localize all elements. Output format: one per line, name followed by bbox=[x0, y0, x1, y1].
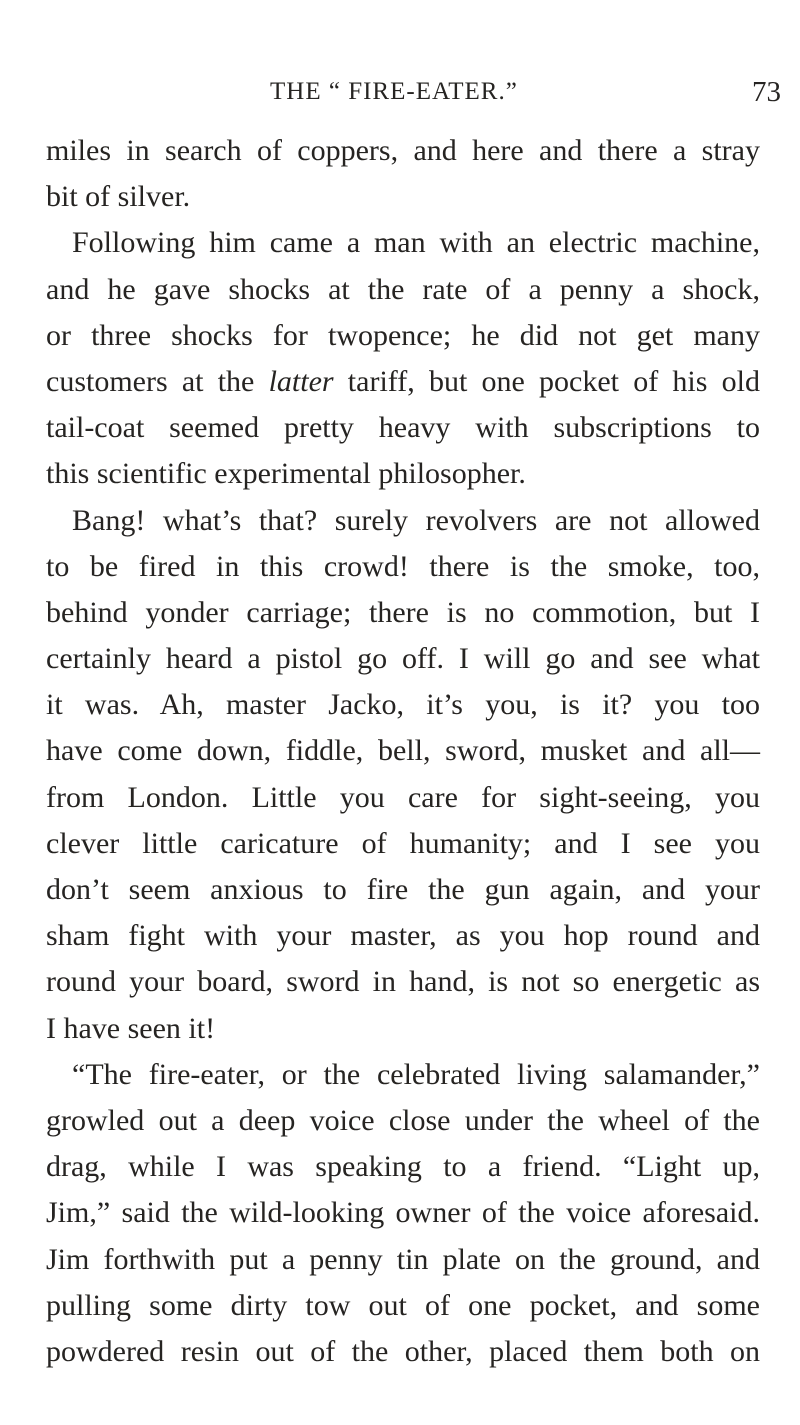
text-line: this scientific experimental philosopher. bbox=[46, 457, 526, 491]
text-line: don’t seem anxious to fire the gun again, and your bbox=[46, 873, 760, 906]
body-text bbox=[46, 128, 760, 1375]
text-segment: customers at the bbox=[46, 364, 269, 398]
page-number: 73 bbox=[752, 76, 781, 108]
text-line: from London. Little you care for sight-seeing, you bbox=[46, 780, 760, 814]
running-head bbox=[0, 78, 800, 118]
text-line: or three shocks for twopence; he did not get many bbox=[46, 318, 760, 352]
text-line: round your board, sword in hand, is not so energetic as bbox=[46, 965, 760, 999]
text-line: I have seen it! bbox=[46, 1011, 216, 1045]
text-line: certainly heard a pistol go off. I will go and see what bbox=[46, 642, 760, 676]
text-line: miles in search of coppers, and here and there a stray bbox=[46, 134, 760, 167]
text-line: drag, while I was speaking to a friend. “Light up, bbox=[46, 1150, 760, 1184]
text-line: “The fire-eater, or the celebrated living salamander,” bbox=[72, 1057, 760, 1091]
text-line: and he gave shocks at the rate of a penny a shock, bbox=[46, 272, 760, 306]
text-line bbox=[46, 359, 760, 405]
text-line: growled out a deep voice close under the wheel of the bbox=[46, 1103, 760, 1137]
text-line: behind yonder carriage; there is no commotion, but I bbox=[46, 595, 760, 629]
text-line: tail-coat seemed pretty heavy with subscriptions to bbox=[46, 411, 760, 445]
text-line: sham fight with your master, as you hop round and bbox=[46, 919, 760, 953]
text-line: Following him came a man with an electric machine, bbox=[72, 226, 760, 260]
text-line: Jim,” said the wild-looking owner of the voice aforesaid. bbox=[46, 1196, 760, 1230]
running-head-title: THE “ FIRE-EATER.” bbox=[270, 78, 518, 105]
italic-word: latter bbox=[268, 364, 334, 398]
text-line: Bang! what’s that? surely revolvers are not allowed bbox=[72, 503, 760, 537]
text-line: clever little caricature of humanity; and I see you bbox=[46, 826, 760, 860]
text-line: it was. Ah, master Jacko, it’s you, is it? you too bbox=[46, 688, 760, 722]
text-line: have come down, fiddle, bell, sword, musket and all— bbox=[46, 734, 760, 768]
text-line: bit of silver. bbox=[46, 180, 191, 214]
text-line: powdered resin out of the other, placed them both on bbox=[46, 1334, 760, 1368]
text-segment: tariff, but one pocket of his old bbox=[333, 364, 760, 398]
text-line: Jim forthwith put a penny tin plate on the ground, and bbox=[46, 1242, 760, 1276]
text-line: pulling some dirty tow out of one pocket, and some bbox=[46, 1288, 760, 1322]
text-line: to be fired in this crowd! there is the smoke, too, bbox=[46, 549, 760, 583]
